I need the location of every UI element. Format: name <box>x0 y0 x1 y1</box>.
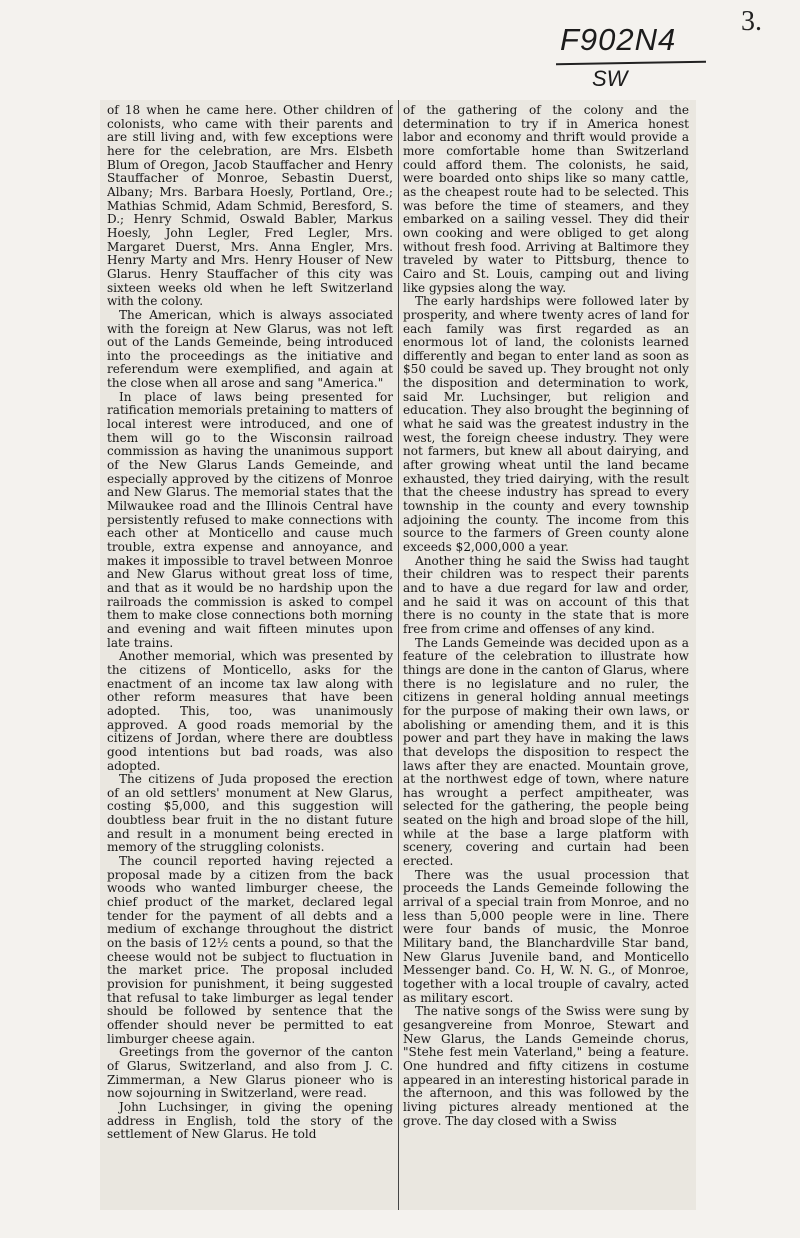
paragraph: of the gathering of the colony and the determination to try if in America honest labor and economy and thrift would provide a more comfortable home than Switzerland could afford them. The colonists, he said, were boarded onto ships like so many cattle, as the cheapest route had to be selected. This was before the time of steamers, and they embarked on a sailing vessel. They did their own cooking and were obliged to get along without fresh food. Arriving at Baltimore they traveled by water to Pittsburg, thence to Cairo and St. Louis, camping out and living like gypsies along the way. <box>403 104 689 295</box>
paragraph: The American, which is always associated with the foreign at New Glarus, was not left out of the Lands Gemeinde, being introduced into the proceedings as the initiative and referendum were exemplified, and again at the close when all arose and sang "America." <box>107 307 393 391</box>
handwritten-call-subcode: SW <box>592 66 628 91</box>
paragraph: The native songs of the Swiss were sung by gesangvereine from Monroe, Stewart and New Glarus, the Lands Gemeinde chorus, "Stehe fest mein Vaterland," being a feature. One hundred and fifty citizens in costume appeared in an interesting historical parade in the afternoon, and this was followed by the living pictures already mentioned at the grove. The day closed with a Swiss <box>403 1004 689 1128</box>
paragraph: Another memorial, which was presented by the citizens of Monticello, asks for the enactment of an income tax law along with other reform measures that have been adopted. This, too, was unanimously approved. A good roads memorial by the citizens of Jordan, where there are doubtless good intentions but bad roads, was also adopted. <box>107 649 393 773</box>
handwritten-call-number: F902N4 <box>560 22 677 57</box>
article-column-right <box>403 104 689 1208</box>
article-column-left <box>107 104 393 1208</box>
paragraph: John Luchsinger, in giving the opening address in English, told the story of the settlement of New Glarus. He told <box>107 1099 393 1142</box>
paragraph: of 18 when he came here. Other children of colonists, who came with their parents and are still living and, with few exceptions were here for the celebration, are Mrs. Elsbeth Blum of Oregon, Jacob Stauffacher and Henry Stauffacher of Monroe, Sebastin Duerst, Albany; Mrs. Barbara Hoesly, Portland, Ore.; Mathias Schmid, Adam Schmid, Beresford, S. D.; Henry Schmid, Oswald Babler, Markus Hoesly, John Legler, Fred Legler, Mrs. Margaret Duerst, Mrs. Anna Engler, Mrs. Henry Marty and Mrs. Henry Houser of New Glarus. Henry Stauffacher of this city was sixteen weeks old when he left Switzerland with the colony. <box>107 104 393 309</box>
paragraph: The council reported having rejected a proposal made by a citizen from the back woods who wanted limburger cheese, the chief product of the market, declared legal tender for the payment of all debts and a medium of exchange throughout the district on the basis of 12½ cents a pound, so that the cheese would not be subject to fluctuation in the market price. The proposal included provision for punishment, it being suggested that refusal to take limburger as legal tender should be followed by sentence that the offender should never be permitted to eat limburger cheese again. <box>107 854 393 1046</box>
paragraph: Another thing he said the Swiss had taught their children was to respect their parents and to have a due regard for law and order, and he said it was on account of this that there is no county in the state that is more free from crime and offenses of any kind. <box>403 553 689 636</box>
page-number: 3. <box>741 6 762 37</box>
paragraph: The citizens of Juda proposed the erection of an old settlers' monument at New Glarus, costing $5,000, and this suggestion will doubtless bear fruit in the no distant future and result in a monument being erected in memory of the struggling colonists. <box>107 772 393 855</box>
paragraph: There was the usual procession that proceeds the Lands Gemeinde following the arrival of a special train from Monroe, and no less than 5,000 people were in line. There were four bands of music, the Monroe Military band, the Blanchardville Star band, New Glarus Juvenile band, and Monticello Messenger band. Co. H, W. N. G., of Monroe, together with a local trouple of cavalry, acted as military escort. <box>403 867 689 1005</box>
paragraph: Greetings from the governor of the canton of Glarus, Switzerland, and also from J. C. Zimmerman, a New Glarus pioneer who is now sojourning in Switzerland, were read. <box>107 1045 393 1101</box>
paragraph: The Lands Gemeinde was decided upon as a feature of the celebration to illustrate how things are done in the canton of Glarus, where there is no legislature and no ruler, the citizens in general holding annual meetings for the purpose of making their own laws, or abolishing or amending them, and it is this power and part they have in making the laws that develops the disposition to respect the laws after they are enacted. Mountain grove, at the northwest edge of town, where nature has wrought a perfect ampitheater, was selected for the gathering, the people being seated on the high and broad slope of the hill, while at the base a large platform with scenery, covering and curtain had been erected. <box>403 635 689 869</box>
paragraph: The early hardships were followed later by prosperity, and where twenty acres of land for each family was first regarded as an enormous lot of land, the colonists learned differently and began to enter land as soon as $50 could be saved up. They brought not only the disposition and determination to work, said Mr. Luchsinger, but religion and education. They also brought the beginning of what he said was the greatest industry in the west, the foreign cheese industry. They were not farmers, but knew all about dairying, and after growing wheat until the land became exhausted, they tried dairying, with the result that the cheese industry has spread to every township in the county and every township adjoining the county. The income from this source to the farmers of Green county alone exceeds $2,000,000 a year. <box>403 294 689 554</box>
paragraph: In place of laws being presented for ratification memorials pretaining to matters of local interest were introduced, and one of them will go to the Wisconsin railroad commission as having the unanimous support of the New Glarus Lands Gemeinde, and especially approved by the citizens of Monroe and New Glarus. The memorial states that the Milwaukee road and the Illinois Central have persistently refused to make connections with each other at Monticello and cause much trouble, extra expense and annoyance, and makes it impossible to travel between Monroe and New Glarus without great loss of time, and that as it would be no hardship upon the railroads the commission is asked to compel them to make close connections both morning and evening and wait fifteen minutes upon late trains. <box>107 389 393 650</box>
column-divider <box>398 100 399 1210</box>
call-number-underline <box>556 61 706 66</box>
